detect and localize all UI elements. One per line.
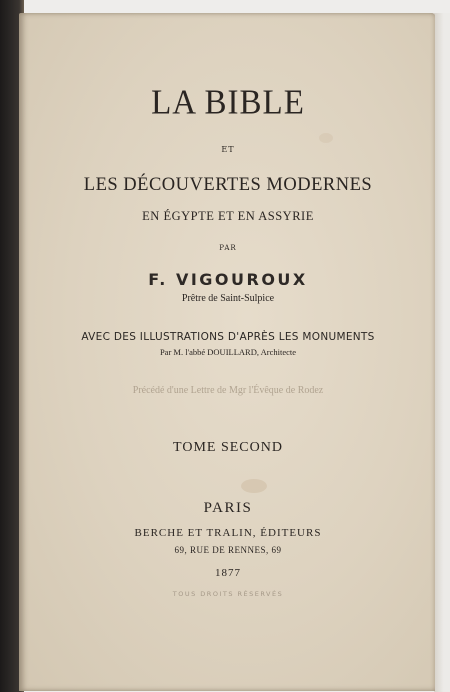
subtitle-line-1: LES DÉCOUVERTES MODERNES (83, 175, 373, 195)
author-role: Prêtre de Saint-Sulpice (181, 293, 275, 304)
foxing-stain (319, 133, 333, 143)
publication-year: 1877 (215, 567, 241, 579)
by-label: PAR (219, 244, 237, 252)
page-shadow (434, 13, 450, 692)
author-name: F. VIGOUROUX (148, 270, 308, 289)
book-title: LA BIBLE (151, 84, 305, 122)
publisher-address: 69, RUE DE RENNES, 69 (174, 545, 282, 555)
volume-label: TOME SECOND (173, 440, 283, 455)
rights-notice: TOUS DROITS RÉSERVÉS (172, 590, 284, 598)
preface-note: Précédé d'une Lettre de Mgr l'Évêque de Rodez (132, 385, 324, 396)
subtitle-line-2: EN ÉGYPTE ET EN ASSYRIE (142, 209, 314, 223)
imprint-city: PARIS (203, 500, 253, 516)
illustrations-line: AVEC DES ILLUSTRATIONS D'APRÈS LES MONUMENTS (81, 331, 375, 343)
title-conjunction: ET (221, 145, 235, 154)
publisher-name: BERCHE ET TRALIN, ÉDITEURS (134, 527, 322, 539)
foxing-stain (241, 479, 267, 493)
illustrator-line: Par M. l'abbé DOUILLARD, Architecte (159, 347, 297, 357)
